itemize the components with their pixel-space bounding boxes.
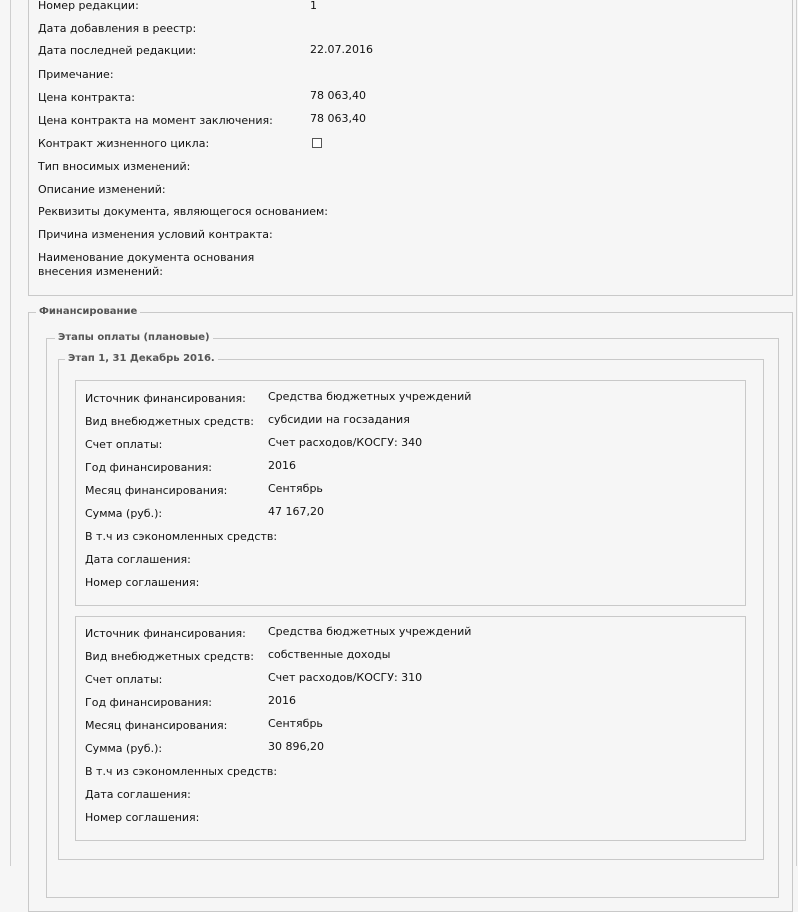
field-label: Источник финансирования: <box>85 392 246 405</box>
field-label: Номер соглашения: <box>85 811 200 824</box>
field-label: Цена контракта на момент заключения: <box>38 114 273 127</box>
field-value: 78 063,40 <box>310 112 366 125</box>
field-label: Описание изменений: <box>38 183 166 196</box>
page-left-border <box>10 0 11 866</box>
field-label: Причина изменения условий контракта: <box>38 228 273 241</box>
field-label: Дата соглашения: <box>85 553 191 566</box>
field-value: 30 896,20 <box>268 740 324 753</box>
field-label: Примечание: <box>38 68 114 81</box>
field-label: Вид внебюджетных средств: <box>85 415 254 428</box>
stage-1-legend: Этап 1, 31 Декабрь 2016. <box>65 353 218 365</box>
lifecycle-contract-checkbox[interactable] <box>312 138 322 148</box>
field-value: 47 167,20 <box>268 505 324 518</box>
field-label: Месяц финансирования: <box>85 719 228 732</box>
field-value: Счет расходов/КОСГУ: 340 <box>268 436 423 449</box>
field-value: Средства бюджетных учреждений <box>268 390 472 403</box>
field-value: собственные доходы <box>268 648 391 661</box>
field-label: Счет оплаты: <box>85 438 163 451</box>
field-label: Реквизиты документа, являющегося основанием: <box>38 205 328 218</box>
field-value: 78 063,40 <box>310 89 366 102</box>
field-label: Дата соглашения: <box>85 788 191 801</box>
field-label: Номер соглашения: <box>85 576 200 589</box>
field-label: Дата добавления в реестр: <box>38 22 197 35</box>
field-label: Наименование документа основания внесения изменений: <box>38 251 255 278</box>
field-value: 1 <box>310 0 317 12</box>
field-label: Тип вносимых изменений: <box>38 160 191 173</box>
field-label: Сумма (руб.): <box>85 742 163 755</box>
payment-stages-legend: Этапы оплаты (плановые) <box>55 332 213 344</box>
field-label: Цена контракта: <box>38 91 135 104</box>
field-label: В т.ч из сэкономленных средств: <box>85 530 278 543</box>
field-label: Номер редакции: <box>38 0 139 12</box>
page-right-border <box>796 0 797 866</box>
field-value: 22.07.2016 <box>310 43 373 56</box>
financing-legend: Финансирование <box>36 306 140 318</box>
field-value: Сентябрь <box>268 717 323 730</box>
field-value: Счет расходов/КОСГУ: 310 <box>268 671 423 684</box>
field-label: Дата последней редакции: <box>38 44 197 57</box>
field-value: 2016 <box>268 459 296 472</box>
field-label: Год финансирования: <box>85 461 213 474</box>
field-label: Сумма (руб.): <box>85 507 163 520</box>
field-value: Средства бюджетных учреждений <box>268 625 472 638</box>
field-label: Год финансирования: <box>85 696 213 709</box>
field-value: субсидии на госзадания <box>268 413 410 426</box>
field-value: 2016 <box>268 694 296 707</box>
field-label: Счет оплаты: <box>85 673 163 686</box>
field-label: Контракт жизненного цикла: <box>38 137 210 150</box>
field-label: Месяц финансирования: <box>85 484 228 497</box>
field-label: Источник финансирования: <box>85 627 246 640</box>
field-label: В т.ч из сэкономленных средств: <box>85 765 278 778</box>
field-value: Сентябрь <box>268 482 323 495</box>
field-label: Вид внебюджетных средств: <box>85 650 254 663</box>
